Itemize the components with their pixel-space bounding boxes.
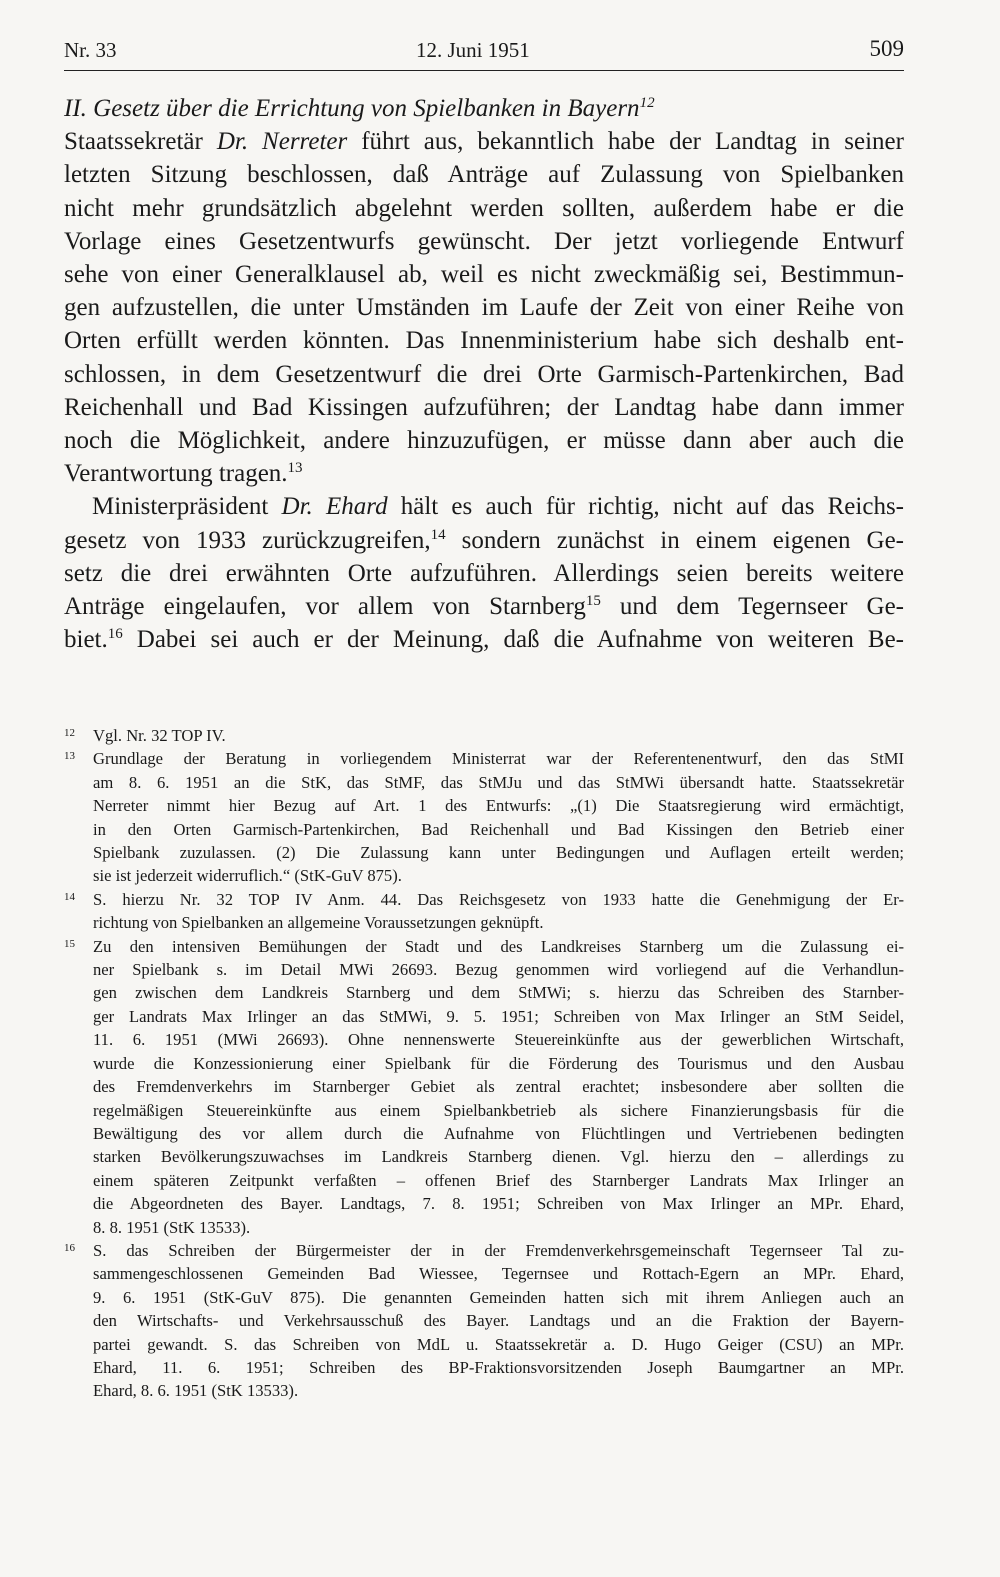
footnote-13	[64, 747, 904, 887]
footnote-line: Nerreter nimmt hier Bezug auf Art. 1 des Entwurfs: „(1) Die Staatsregierung wird ermächtigt,	[93, 796, 904, 816]
text-line: letzten Sitzung beschlossen, daß Anträge auf Zulassung von Spielbanken	[64, 161, 904, 189]
footnote-line: richtung von Spielbanken an allgemeine Voraussetzungen geknüpft.	[93, 913, 544, 933]
footnote-12	[64, 724, 904, 747]
footnote-line: Ehard, 11. 6. 1951; Schreiben des BP-Fraktionsvorsitzenden Joseph Baumgartner an MPr.	[93, 1357, 904, 1377]
footnote-line: des Fremdenverkehrs im Starnberger Gebiet als zentral erachtet; insbesondere aber sollten die	[93, 1077, 904, 1097]
footnote-line: ger Landrats Max Irlinger an das StMWi, 9. 5. 1951; Schreiben von Max Irlinger an StM Seidel,	[93, 1006, 904, 1026]
text-line: biet.$^{16}$ Dabei sei auch er der Meinung, daß die Aufnahme von weiteren Be-	[64, 626, 904, 654]
running-header	[64, 36, 904, 71]
text-line: gen aufzustellen, die unter Umständen im Laufe der Zeit von einer Reihe von	[64, 294, 904, 322]
footnote-line: Ehard, 8. 6. 1951 (StK 13533).	[93, 1381, 299, 1401]
footnote-line: sammengeschlossenen Gemeinden Bad Wiessee, Tegernsee und Rottach-Egern an MPr. Ehard,	[93, 1264, 904, 1284]
footnote-ref: 15	[585, 593, 601, 610]
page-number: 509	[869, 36, 904, 61]
footnote-number: 16	[64, 1241, 75, 1254]
footnote-line: in den Orten Garmisch-Partenkirchen, Bad Reichenhall und Bad Kissingen den Betrieb einer	[93, 819, 904, 839]
text-line: nicht mehr grundsätzlich abgelehnt werden sollten, außerdem habe er die	[64, 194, 904, 222]
footnote-line: 11. 6. 1951 (MWi 26693). Ohne nennenswerte Steuereinkünfte aus der gewerblichen Wirtschaft,	[93, 1030, 904, 1050]
text-line: gesetz von 1933 zurückzugreifen,$^{14}$ sondern zunächst in einem eigenen Ge-	[64, 526, 904, 554]
section-heading: II. Gesetz über die Errichtung von Spielbanken in Bayern$^{12}$	[64, 95, 655, 122]
text-line: Anträge eingelaufen, vor allem von Starnberg$^{15}$ und dem Tegernseer Ge-	[64, 593, 904, 621]
footnote-line: ner Spielbank s. im Detail MWi 26693. Bezug genommen wird vorliegend auf die Verhandlun-	[93, 960, 904, 980]
text-line: Reichenhall und Bad Kissingen aufzuführen; der Landtag habe dann immer	[64, 393, 904, 421]
footnote-line: S. das Schreiben der Bürgermeister der in der Fremdenverkehrsgemeinschaft Tegernseer Tal zu-	[93, 1240, 904, 1260]
footnote-line: 8. 8. 1951 (StK 13533).	[93, 1217, 251, 1237]
footnote-number: 12	[64, 727, 75, 739]
text-line: sehe von einer Generalklausel ab, weil es nicht zweckmäßig sei, Bestimmun-	[64, 261, 904, 289]
footnote-line: Grundlage der Beratung in vorliegendem Ministerrat war der Referentenentwurf, den das StMI	[93, 749, 904, 769]
footnote-line: einem späteren Zeitpunkt verfaßten – offenen Brief des Starnberger Landrats Max Irlinger an	[93, 1170, 904, 1190]
text-line: Vorlage eines Gesetzentwurfs gewünscht. Der jetzt vorliegende Entwurf	[64, 227, 904, 255]
footnote-ref: 14	[430, 526, 446, 543]
footnote-line: Spielbank zuzulassen. (2) Die Zulassung kann unter Bedingungen und Auflagen erteilt werden;	[93, 843, 904, 863]
footnote-number: 14	[64, 890, 75, 903]
footnote-ref: 13	[287, 460, 303, 477]
footnotes	[64, 724, 904, 1403]
paragraph	[64, 490, 904, 656]
footnote-line: Vgl. Nr. 32 TOP IV.	[93, 726, 226, 745]
footnote-line: die Abgeordneten des Bayer. Landtags, 7. 8. 1951; Schreiben von Max Irlinger an MPr. Ehard,	[93, 1194, 904, 1214]
footnote-number: 15	[64, 937, 75, 950]
header-date: 12. Juni 1951	[416, 38, 530, 62]
footnote-line: den Wirtschafts- und Verkehrsausschuß des Bayer. Landtags und an die Fraktion der Bayern-	[93, 1311, 904, 1331]
text-line: setz die drei erwähnten Orte aufzuführen. Allerdings seien bereits weitere	[64, 559, 904, 587]
main-text	[64, 92, 904, 656]
footnote-ref: 16	[107, 626, 123, 643]
issue-number: Nr. 33	[64, 38, 117, 62]
footnote-line: 9. 6. 1951 (StK-GuV 875). Die genannten Gemeinden hatten sich mit ihrem Anliegen auch an	[93, 1287, 904, 1307]
footnote-number: 13	[64, 750, 75, 763]
text-line: Ministerpräsident Dr. Ehard hält es auch für richtig, nicht auf das Reichs-	[92, 493, 904, 521]
footnote-line: Zu den intensiven Bemühungen der Stadt und des Landkreises Starnberg um die Zulassung ei-	[93, 936, 904, 956]
text-line: Verantwortung tragen.$^{13}$	[64, 460, 303, 488]
speaker-name: Dr. Nerreter	[216, 128, 348, 156]
footnote-line: am 8. 6. 1951 an die StK, das StMF, das StMJu und das StMWi übersandt hatte. Staatssekretär	[93, 772, 904, 792]
footnote-15	[64, 935, 904, 1239]
speaker-name: Dr. Ehard	[281, 493, 388, 521]
text-line: noch die Möglichkeit, andere hinzuzufügen, er müsse dann aber auch die	[64, 427, 904, 455]
footnote-ref: 12	[639, 95, 655, 111]
footnote-line: regelmäßigen Steuereinkünfte aus einem Spielbankbetrieb als sichere Finanzierungsbasis für die	[93, 1100, 904, 1120]
text-line: Orten erfüllt werden könnten. Das Innenministerium habe sich deshalb ent-	[64, 327, 904, 355]
footnote-line: sie ist jederzeit widerruflich.“ (StK-GuV 875).	[93, 866, 402, 886]
text-line: schlossen, in dem Gesetzentwurf die drei Orte Garmisch-Partenkirchen, Bad	[64, 360, 904, 388]
footnote-16	[64, 1239, 904, 1403]
footnote-line: gen zwischen dem Landkreis Starnberg und dem StMWi; s. hierzu das Schreiben des Starnber-	[93, 983, 904, 1003]
footnote-14	[64, 888, 904, 935]
footnote-line: starken Bevölkerungszuwachses im Landkreis Starnberg dienen. Vgl. hierzu den – allerdings zu	[93, 1147, 904, 1167]
paragraph	[64, 125, 904, 490]
footnote-line: Bewältigung des vor allem durch die Aufnahme von Flüchtlingen und Vertriebenen bedingten	[93, 1123, 904, 1143]
footnote-line: partei gewandt. S. das Schreiben von MdL u. Staatssekretär a. D. Hugo Geiger (CSU) an MPr.	[93, 1334, 904, 1354]
footnote-line: wurde die Konzessionierung einer Spielbank für die Förderung des Tourismus und den Ausbau	[93, 1053, 904, 1073]
text-line: Staatssekretär Dr. Nerreter führt aus, bekanntlich habe der Landtag in seiner	[64, 128, 904, 156]
footnote-line: S. hierzu Nr. 32 TOP IV Anm. 44. Das Reichsgesetz von 1933 hatte die Genehmigung der Er-	[93, 889, 904, 909]
